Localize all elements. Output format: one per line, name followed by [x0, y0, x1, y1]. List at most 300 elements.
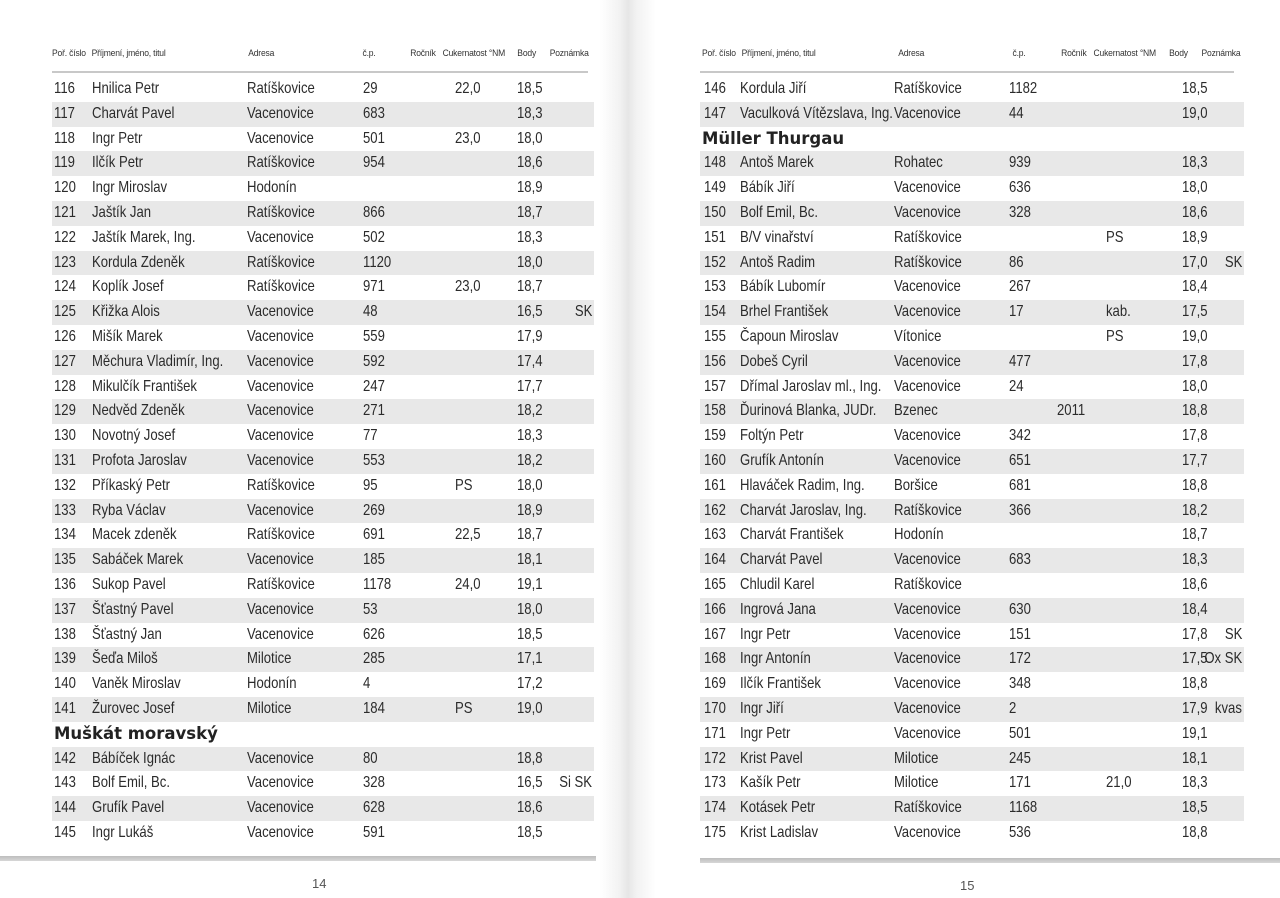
cell-no: 150	[704, 203, 726, 221]
cell-cp: 651	[1009, 451, 1031, 469]
cell-address: Hodonín	[247, 675, 297, 693]
cell-name: Hlaváček Radim, Ing.	[740, 476, 865, 494]
cell-name: Profota Jaroslav	[92, 451, 187, 469]
cell-address: Milotice	[247, 699, 292, 717]
cell-name: Sukop Pavel	[92, 575, 166, 593]
cell-cp: 866	[363, 203, 385, 221]
cell-cp: 477	[1009, 352, 1031, 370]
cell-address: Ratíškovice	[247, 253, 315, 271]
cell-name: Ingrová Jana	[740, 600, 816, 618]
cell-cp: 184	[363, 699, 385, 717]
cell-name: Grufík Pavel	[92, 799, 165, 817]
table-row	[52, 151, 594, 176]
cell-cp: 171	[1009, 774, 1031, 792]
table-row	[52, 375, 594, 400]
cell-no: 170	[704, 699, 726, 717]
table-row	[52, 796, 594, 821]
section-heading: Muškát moravský	[54, 723, 218, 743]
table-row	[700, 300, 1244, 325]
cell-points: 18,5	[1182, 799, 1208, 817]
cell-cp: 626	[363, 625, 385, 643]
cell-address: Vacenovice	[894, 551, 961, 569]
cell-cp: 2	[1009, 699, 1017, 717]
cell-no: 154	[704, 303, 726, 321]
cell-name: Ingr Petr	[92, 129, 143, 147]
header-name: Příjmení, jméno, titul	[91, 48, 166, 59]
cell-points: 18,7	[517, 278, 543, 296]
cell-cp: 17	[1009, 303, 1024, 321]
header-points: Body	[1169, 48, 1188, 59]
cell-points: 18,0	[517, 600, 543, 618]
cell-name: Ingr Jiří	[740, 699, 784, 717]
cell-name: Ingr Petr	[740, 724, 791, 742]
cell-cp: 628	[363, 799, 385, 817]
cell-points: 18,6	[517, 154, 543, 172]
cell-cp: 683	[1009, 551, 1031, 569]
cell-cp: 502	[363, 228, 385, 246]
cell-address: Vacenovice	[894, 427, 961, 445]
cell-name: Kordula Jiří	[740, 80, 807, 97]
cell-points: 18,7	[517, 203, 543, 221]
cell-name: Ingr Antonín	[740, 650, 811, 668]
cell-points: 19,0	[1182, 104, 1208, 122]
cell-name: Antoš Radim	[740, 253, 816, 271]
header-name: Příjmení, jméno, titul	[741, 48, 816, 59]
cell-name: Šťastný Pavel	[92, 600, 174, 618]
table-row	[700, 399, 1244, 424]
cell-points: 17,8	[1182, 625, 1208, 643]
header-rule	[52, 71, 588, 73]
cell-cp: 172	[1009, 650, 1031, 668]
table-row	[52, 672, 594, 697]
cell-points: 18,9	[517, 501, 543, 519]
cell-no: 158	[704, 402, 726, 420]
cell-no: 152	[704, 253, 726, 271]
cell-cp: 636	[1009, 179, 1031, 197]
cell-address: Vacenovice	[247, 600, 314, 618]
cell-points: 18,3	[517, 228, 543, 246]
cell-cp: 245	[1009, 749, 1031, 767]
cell-no: 146	[704, 80, 726, 97]
cell-points: 18,8	[517, 749, 543, 767]
cell-name: Dobeš Cyril	[740, 352, 808, 370]
cell-address: Vacenovice	[894, 278, 961, 296]
cell-name: Dřímal Jaroslav ml., Ing.	[740, 377, 882, 395]
cell-name: Ingr Lukáš	[92, 823, 154, 841]
table-row	[52, 548, 594, 573]
cell-points: 17,0	[1182, 253, 1208, 271]
cell-address: Vacenovice	[247, 625, 314, 643]
table-row	[700, 573, 1244, 598]
cell-address: Ratíškovice	[894, 80, 962, 97]
section-heading: Müller Thurgau	[702, 128, 845, 148]
table-row	[52, 598, 594, 623]
table-row	[700, 325, 1244, 350]
cell-no: 118	[54, 129, 75, 147]
cell-name: Příkaský Petr	[92, 476, 171, 494]
table-row	[700, 201, 1244, 226]
cell-cp: 536	[1009, 823, 1031, 841]
cell-points: 18,1	[517, 551, 543, 569]
cell-note: SK	[574, 303, 592, 321]
table-row	[700, 647, 1244, 672]
cell-cp: 4	[363, 675, 371, 693]
table-row	[52, 226, 594, 251]
table-row	[700, 623, 1244, 648]
cell-address: Vacenovice	[247, 377, 314, 395]
cell-address: Vacenovice	[247, 501, 314, 519]
cell-name: Grufík Antonín	[740, 451, 824, 469]
table-header	[702, 48, 1242, 66]
cell-points: 18,4	[1182, 278, 1208, 296]
cell-cp: 48	[363, 303, 378, 321]
table-row	[700, 151, 1244, 176]
cell-points: 18,6	[517, 799, 543, 817]
cell-name: Mišík Marek	[92, 327, 163, 345]
cell-no: 165	[704, 575, 726, 593]
cell-note: Si SK	[559, 774, 592, 792]
cell-points: 17,5	[1182, 303, 1208, 321]
cell-name: Měchura Vladimír, Ing.	[92, 352, 224, 370]
cell-no: 163	[704, 526, 726, 544]
cell-address: Boršice	[894, 476, 938, 494]
cell-name: Čapoun Miroslav	[740, 327, 839, 345]
cell-points: 17,8	[1182, 352, 1208, 370]
cell-name: Krist Pavel	[740, 749, 803, 767]
cell-address: Vacenovice	[247, 228, 314, 246]
cell-address: Ratíškovice	[247, 203, 315, 221]
cell-no: 175	[704, 823, 726, 841]
cell-address: Hodonín	[894, 526, 944, 544]
cell-sugar: 22,0	[455, 80, 481, 97]
cell-no: 140	[54, 675, 76, 693]
cell-no: 169	[704, 675, 726, 693]
cell-name: Jaštík Jan	[92, 203, 152, 221]
cell-points: 18,5	[517, 625, 543, 643]
cell-no: 151	[704, 228, 726, 246]
cell-address: Vacenovice	[894, 203, 961, 221]
cell-no: 143	[54, 774, 76, 792]
cell-address: Vacenovice	[894, 699, 961, 717]
cell-name: Bábík Lubomír	[740, 278, 826, 296]
cell-address: Vacenovice	[894, 823, 961, 841]
cell-sugar: PS	[1106, 327, 1124, 345]
cell-sugar: PS	[1106, 228, 1124, 246]
cell-cp: 247	[363, 377, 385, 395]
cell-no: 148	[704, 154, 726, 172]
cell-address: Milotice	[247, 650, 292, 668]
cell-name: Vaculková Vítězslava, Ing.	[740, 104, 893, 122]
cell-note: SK	[1224, 253, 1242, 271]
table-row	[52, 399, 594, 424]
cell-no: 120	[54, 179, 76, 197]
cell-sugar: PS	[455, 476, 473, 494]
cell-address: Vacenovice	[247, 799, 314, 817]
cell-address: Ratíškovice	[247, 575, 315, 593]
cell-cp: 53	[363, 600, 378, 618]
cell-no: 117	[54, 104, 75, 122]
cell-address: Vacenovice	[247, 823, 314, 841]
cell-points: 18,0	[517, 476, 543, 494]
cell-name: Ingr Petr	[740, 625, 791, 643]
cell-cp: 939	[1009, 154, 1031, 172]
cell-no: 129	[54, 402, 76, 420]
cell-no: 168	[704, 650, 726, 668]
cell-name: Hnilica Petr	[92, 80, 160, 97]
cell-points: 18,7	[517, 526, 543, 544]
cell-points: 18,7	[1182, 526, 1208, 544]
cell-no: 159	[704, 427, 726, 445]
cell-address: Vacenovice	[894, 451, 961, 469]
table-row	[52, 350, 594, 375]
cell-name: Koplík Josef	[92, 278, 164, 296]
cell-cp: 954	[363, 154, 385, 172]
cell-no: 155	[704, 327, 726, 345]
cell-no: 144	[54, 799, 76, 817]
cell-cp: 80	[363, 749, 378, 767]
cell-no: 142	[54, 749, 76, 767]
table-row	[700, 821, 1244, 846]
cell-no: 131	[54, 451, 76, 469]
cell-address: Vacenovice	[894, 377, 961, 395]
table-row	[700, 77, 1244, 102]
cell-name: Bábík Jiří	[740, 179, 795, 197]
table-row	[52, 449, 594, 474]
cell-points: 18,5	[517, 823, 543, 841]
header-rule	[700, 71, 1234, 73]
cell-sugar: kab.	[1106, 303, 1131, 321]
cell-address: Ratíškovice	[247, 154, 315, 172]
cell-no: 121	[54, 203, 76, 221]
cell-no: 127	[54, 352, 76, 370]
cell-address: Vítonice	[894, 327, 942, 345]
cell-name: Mikulčík František	[92, 377, 197, 395]
cell-no: 125	[54, 303, 76, 321]
table-row	[700, 672, 1244, 697]
cell-cp: 328	[363, 774, 385, 792]
table-row	[700, 499, 1244, 524]
cell-address: Milotice	[894, 749, 939, 767]
table-row	[52, 102, 594, 127]
cell-address: Ratíškovice	[247, 278, 315, 296]
table-row	[52, 771, 594, 796]
cell-name: Antoš Marek	[740, 154, 814, 172]
cell-name: Šťastný Jan	[92, 625, 162, 643]
cell-name: Bolf Emil, Bc.	[92, 774, 171, 792]
cell-address: Rohatec	[894, 154, 943, 172]
cell-name: Charvát Pavel	[740, 551, 823, 569]
cell-no: 122	[54, 228, 76, 246]
cell-name: Novotný Josef	[92, 427, 176, 445]
table-row	[700, 424, 1244, 449]
cell-name: Charvát Pavel	[92, 104, 175, 122]
cell-cp: 683	[363, 104, 385, 122]
cell-cp: 285	[363, 650, 385, 668]
cell-name: Macek zdeněk	[92, 526, 177, 544]
cell-no: 132	[54, 476, 76, 494]
cell-address: Vacenovice	[247, 402, 314, 420]
cell-cp: 271	[363, 402, 385, 420]
cell-cp: 366	[1009, 501, 1031, 519]
cell-address: Vacenovice	[247, 104, 314, 122]
cell-no: 145	[54, 823, 76, 841]
cell-name: Ilčík František	[740, 675, 821, 693]
cell-no: 161	[704, 476, 726, 494]
cell-address: Vacenovice	[894, 352, 961, 370]
cell-name: Charvát Jaroslav, Ing.	[740, 501, 867, 519]
table-row	[700, 796, 1244, 821]
cell-points: 18,2	[517, 402, 543, 420]
cell-cp: 553	[363, 451, 385, 469]
cell-name: Ryba Václav	[92, 501, 166, 519]
table-row	[52, 251, 594, 276]
table-row	[52, 127, 594, 152]
cell-points: 18,9	[1182, 228, 1208, 246]
table-row	[700, 102, 1244, 127]
cell-points: 17,9	[1182, 699, 1208, 717]
header-cp: č.p.	[362, 48, 376, 59]
cell-no: 153	[704, 278, 726, 296]
cell-points: 18,8	[1182, 675, 1208, 693]
cell-points: 17,7	[1182, 451, 1208, 469]
cell-address: Vacenovice	[247, 303, 314, 321]
table-row	[700, 226, 1244, 251]
cell-name: Jaštík Marek, Ing.	[92, 228, 196, 246]
cell-points: 18,2	[1182, 501, 1208, 519]
cell-points: 18,8	[1182, 823, 1208, 841]
cell-cp: 691	[363, 526, 385, 544]
cell-cp: 592	[363, 352, 385, 370]
cell-points: 18,4	[1182, 600, 1208, 618]
cell-cp: 501	[363, 129, 385, 147]
cell-points: 18,0	[517, 129, 543, 147]
table-header	[52, 48, 592, 66]
cell-address: Ratíškovice	[247, 526, 315, 544]
cell-name: B/V vinařství	[740, 228, 814, 246]
table-row	[700, 697, 1244, 722]
header-address: Adresa	[248, 48, 275, 59]
table-row	[700, 474, 1244, 499]
table-row	[700, 523, 1244, 548]
cell-cp: 269	[363, 501, 385, 519]
cell-no: 134	[54, 526, 76, 544]
cell-points: 18,3	[1182, 774, 1208, 792]
header-points: Body	[517, 48, 537, 59]
cell-address: Vacenovice	[247, 451, 314, 469]
cell-address: Vacenovice	[894, 303, 961, 321]
table-row	[52, 474, 594, 499]
cell-points: 17,7	[517, 377, 543, 395]
footer-bar	[700, 858, 1280, 863]
cell-points: 18,0	[1182, 377, 1208, 395]
cell-points: 18,3	[1182, 154, 1208, 172]
cell-points: 17,1	[517, 650, 543, 668]
page-left	[0, 0, 610, 898]
cell-no: 160	[704, 451, 726, 469]
cell-year: 2011	[1057, 402, 1086, 420]
cell-sugar: 23,0	[455, 129, 481, 147]
cell-cp: 591	[363, 823, 385, 841]
cell-address: Ratíškovice	[894, 575, 962, 593]
table-row	[700, 747, 1244, 772]
table-row	[52, 623, 594, 648]
footer-bar	[0, 856, 596, 861]
cell-cp: 342	[1009, 427, 1031, 445]
cell-points: 18,6	[1182, 203, 1208, 221]
cell-no: 149	[704, 179, 726, 197]
table-row	[52, 697, 594, 722]
table-row	[700, 548, 1244, 573]
cell-cp: 77	[363, 427, 378, 445]
cell-name: Šeďa Miloš	[92, 650, 158, 668]
header-year: Ročník	[410, 48, 436, 59]
table-row	[52, 300, 594, 325]
cell-points: 17,9	[517, 327, 543, 345]
table-row	[700, 275, 1244, 300]
table-row	[700, 449, 1244, 474]
cell-no: 124	[54, 278, 76, 296]
cell-no: 171	[704, 724, 726, 742]
cell-points: 17,4	[517, 352, 543, 370]
cell-points: 18,0	[1182, 179, 1208, 197]
cell-name: Bábíček Ignác	[92, 749, 176, 767]
cell-no: 174	[704, 799, 726, 817]
cell-no: 136	[54, 575, 76, 593]
cell-no: 138	[54, 625, 76, 643]
page-number: 15	[960, 878, 975, 893]
cell-address: Vacenovice	[247, 327, 314, 345]
cell-cp: 630	[1009, 600, 1031, 618]
cell-address: Vacenovice	[894, 650, 961, 668]
table-row	[52, 424, 594, 449]
table-row	[52, 573, 594, 598]
cell-cp: 151	[1009, 625, 1031, 643]
header-sugar: Cukernatost °NM	[1093, 48, 1156, 59]
cell-no: 137	[54, 600, 76, 618]
cell-address: Ratíškovice	[894, 501, 962, 519]
cell-name: Kotásek Petr	[740, 799, 816, 817]
header-no: Poř. číslo	[702, 48, 736, 59]
table-row	[700, 771, 1244, 796]
page-right	[650, 0, 1280, 898]
cell-cp: 185	[363, 551, 385, 569]
cell-points: 17,5	[1182, 650, 1208, 668]
cell-name: Ilčík Petr	[92, 154, 144, 172]
cell-no: 164	[704, 551, 726, 569]
cell-cp: 501	[1009, 724, 1031, 742]
cell-no: 162	[704, 501, 726, 519]
cell-points: 19,1	[1182, 724, 1208, 742]
table-row	[52, 747, 594, 772]
cell-address: Ratíškovice	[247, 476, 315, 494]
cell-address: Vacenovice	[894, 600, 961, 618]
header-no: Poř. číslo	[52, 48, 86, 59]
cell-cp: 681	[1009, 476, 1031, 494]
cell-address: Vacenovice	[894, 724, 961, 742]
cell-name: Křižka Alois	[92, 303, 160, 321]
cell-address: Bzenec	[894, 402, 938, 420]
cell-address: Vacenovice	[247, 352, 314, 370]
table-row	[52, 325, 594, 350]
cell-address: Vacenovice	[894, 104, 961, 122]
cell-no: 147	[704, 104, 726, 122]
cell-points: 16,5	[517, 774, 543, 792]
table-row	[52, 176, 594, 201]
cell-address: Vacenovice	[894, 625, 961, 643]
cell-cp: 95	[363, 476, 378, 494]
cell-cp: 29	[363, 80, 378, 97]
header-address: Adresa	[898, 48, 925, 59]
